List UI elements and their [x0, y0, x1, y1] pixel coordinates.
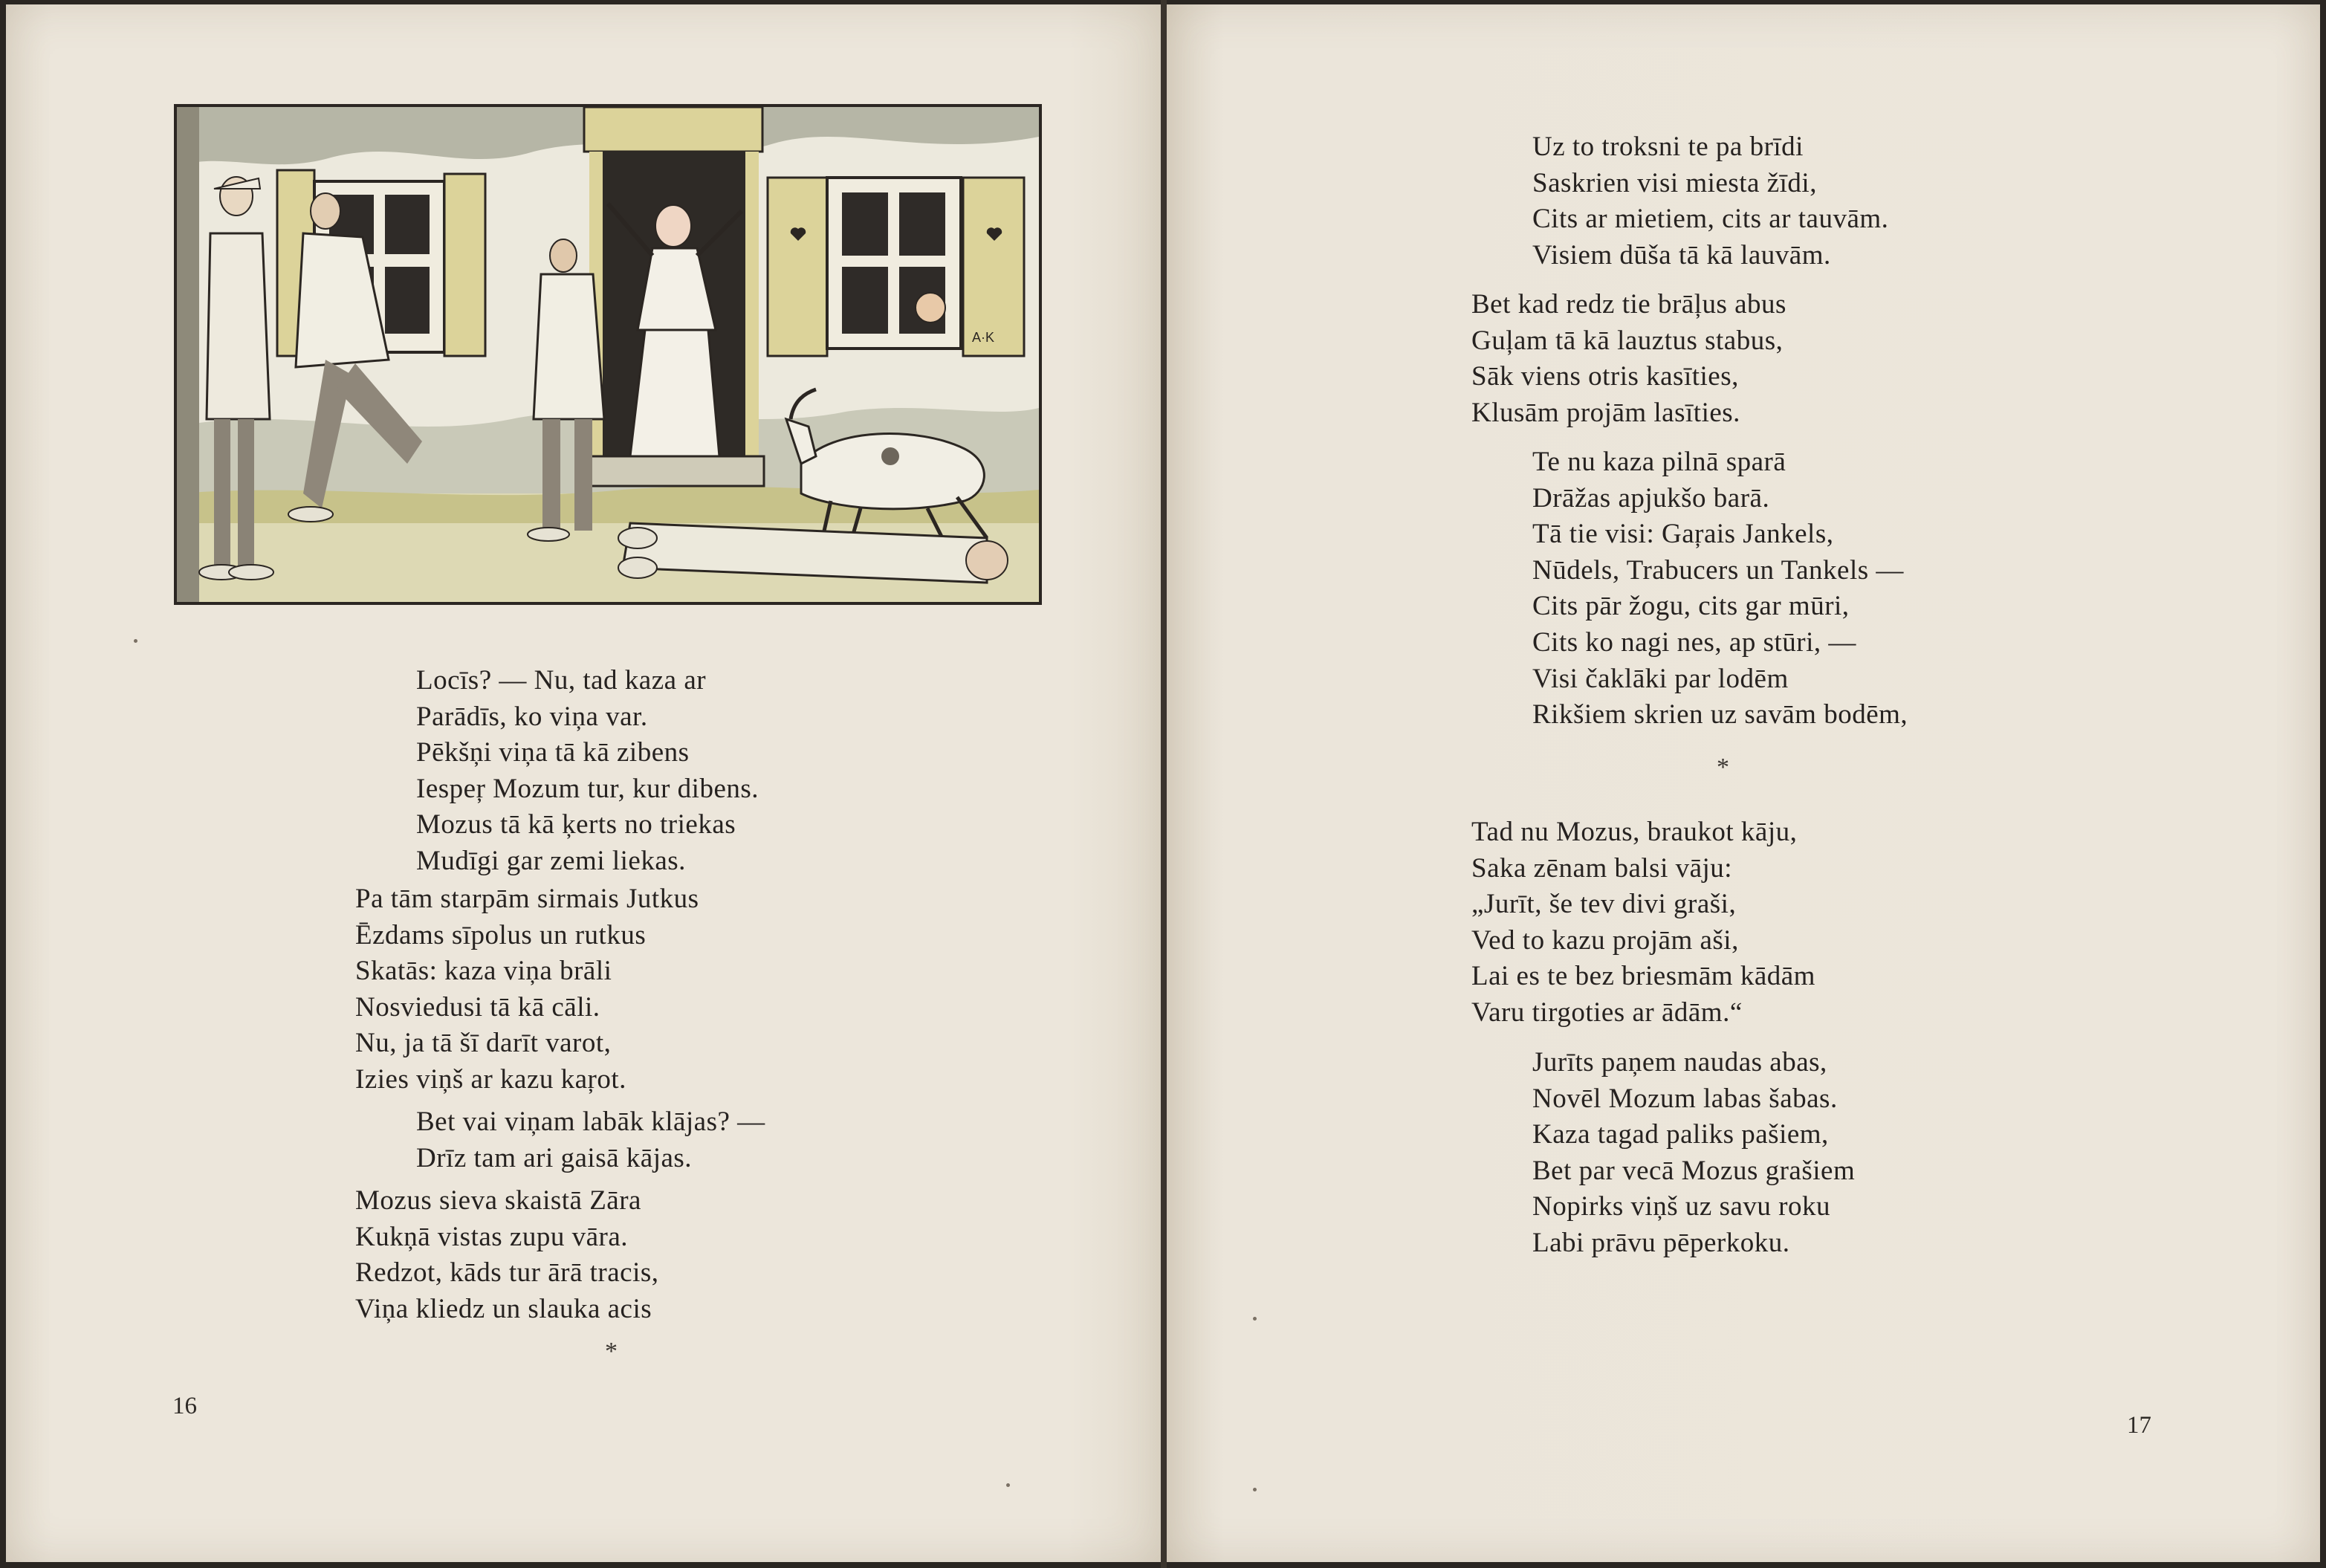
right-stanza-5: [1532, 1045, 1855, 1262]
verse-line: Bet kad redz tie brāļus abus: [1471, 289, 1786, 320]
verse-line: Tā tie visi: Gaŗais Jankels,: [1532, 519, 1834, 550]
verse-line: Guļam tā kā lauztus stabus,: [1471, 325, 1784, 356]
verse-line: Klusām projām lasīties.: [1471, 397, 1740, 428]
verse-line: Ēzdams sīpolus un rutkus: [355, 919, 647, 950]
verse-line: Novēl Mozum labas šabas.: [1532, 1083, 1838, 1114]
verse-line: Redzot, kāds tur ārā tracis,: [355, 1257, 659, 1289]
verse-line: Ved to kazu projām aši,: [1471, 924, 1739, 956]
verse-line: Parādīs, ko viņa var.: [416, 701, 648, 732]
verse-line: Nosviedusi tā kā cāli.: [355, 991, 600, 1023]
verse-line: Locīs? — Nu, tad kaza ar: [416, 665, 707, 696]
goat-scene-illustration: [177, 107, 1039, 602]
verse-line: Labi prāvu pēperkoku.: [1532, 1227, 1790, 1258]
right-stanza-2: [1471, 287, 1786, 431]
verse-line: Mudīgi gar zemi liekas.: [416, 845, 686, 876]
verse-line: Varu tirgoties ar ādām.“: [1471, 997, 1743, 1028]
paper-speck: [1253, 1488, 1257, 1491]
verse-line: Bet par vecā Mozus grašiem: [1532, 1155, 1856, 1186]
right-stanza-4: [1471, 814, 1815, 1031]
verse-line: Rikšiem skrien uz savām bodēm,: [1532, 699, 1908, 730]
verse-line: Saka zēnam balsi vāju:: [1471, 852, 1733, 884]
section-separator: *: [605, 1338, 618, 1365]
verse-line: Visiem dūša tā kā lauvām.: [1532, 239, 1831, 270]
verse-line: Pa tām starpām sirmais Jutkus: [355, 884, 699, 914]
illustration-monogram: A·K: [972, 330, 995, 345]
paper-speck: [134, 639, 137, 643]
verse-line: Sāk viens otris kasīties,: [1471, 361, 1739, 392]
verse-line: Cits ko nagi nes, ap stūri, —: [1532, 626, 1856, 658]
verse-line: Iespeŗ Mozum tur, kur dibens.: [416, 773, 759, 804]
illustration-panel: [174, 104, 1042, 605]
verse-line: Cits pār žogu, cits gar mūri,: [1532, 591, 1850, 622]
verse-line: Kukņā vistas zupu vāra.: [355, 1221, 629, 1252]
right-stanza-3: [1532, 444, 1908, 733]
verse-line: Drīz tam ari gaisā kājas.: [416, 1142, 693, 1173]
verse-line: Pēkšņi viņa tā kā zibens: [416, 737, 690, 768]
verse-line: „Jurīt, še tev divi graši,: [1471, 889, 1737, 920]
verse-line: Viņa kliedz un slauka acis: [355, 1293, 652, 1324]
verse-line: Te nu kaza pilnā sparā: [1532, 447, 1786, 477]
verse-line: Tad nu Mozus, braukot kāju,: [1471, 817, 1798, 847]
verse-line: Nūdels, Trabucers un Tankels —: [1532, 554, 1904, 586]
verse-line: Nu, ja tā šī darīt varot,: [355, 1028, 612, 1059]
verse-line: Mozus sieva skaistā Zāra: [355, 1185, 641, 1216]
verse-line: Drāžas apjukšo barā.: [1532, 482, 1770, 514]
book-gutter: [1161, 0, 1167, 1568]
verse-line: Nopirks viņš uz savu roku: [1532, 1191, 1830, 1222]
verse-line: Saskrien visi miesta žīdi,: [1532, 167, 1817, 198]
left-stanza-1: [416, 663, 759, 880]
page-number: 16: [172, 1393, 197, 1419]
verse-line: Visi čaklāki par lodēm: [1532, 663, 1789, 694]
paper-speck: [1253, 1317, 1257, 1321]
right-stanza-1: [1532, 129, 1888, 273]
left-page: [6, 4, 1161, 1562]
page-number: 17: [2127, 1412, 2151, 1439]
verse-line: Lai es te bez briesmām kādām: [1471, 961, 1815, 992]
verse-line: Izies viņš ar kazu kaŗot.: [355, 1063, 626, 1095]
left-stanza-3: [416, 1104, 765, 1176]
verse-line: Uz to troksni te pa brīdi: [1532, 132, 1804, 162]
left-stanza-2: [355, 881, 699, 1098]
verse-line: Kaza tagad paliks pašiem,: [1532, 1119, 1829, 1150]
verse-line: Jurīts paņem naudas abas,: [1532, 1047, 1827, 1078]
paper-speck: [1006, 1483, 1010, 1487]
verse-line: Bet vai viņam labāk klājas? —: [416, 1107, 765, 1137]
left-stanza-4: [355, 1183, 659, 1327]
verse-line: Skatās: kaza viņa brāli: [355, 956, 612, 987]
right-page: [1167, 4, 2320, 1562]
verse-line: Cits ar mietiem, cits ar tauvām.: [1532, 204, 1889, 235]
section-separator: *: [1717, 754, 1729, 781]
verse-line: Mozus tā kā ķerts no triekas: [416, 809, 736, 840]
